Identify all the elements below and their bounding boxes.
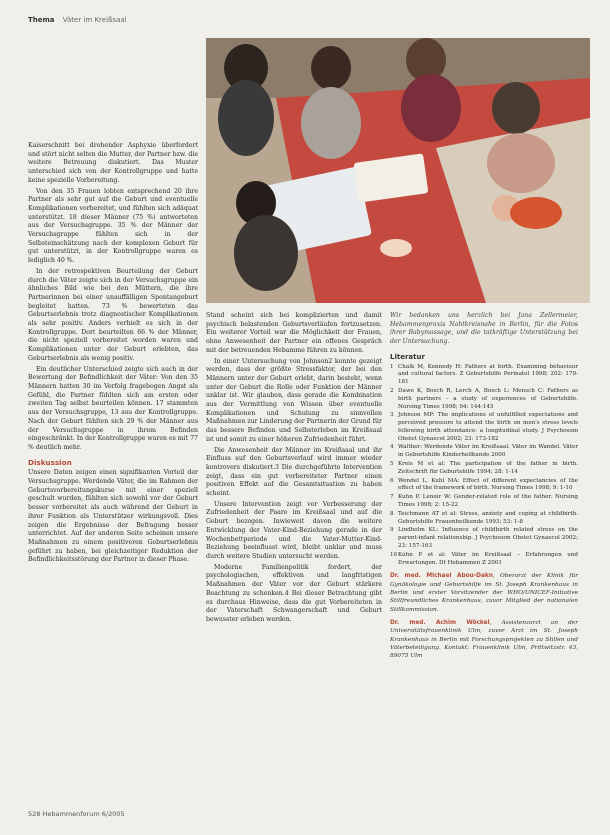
reference-number: 2 xyxy=(390,387,394,394)
paragraph: Moderne Familienpolitik fordert, der psychologischen, effektiven und langfristigen Maßnahmen der Väter vor der Geburt stärkere Beachtung zu schenken.4 Bei dieser Betrachtung gibt es durchaus Hinweise, dass die gut Vorbereiteten in der Vaterschaft Schwangerschaft und Geburt bewusster erleben werden. xyxy=(206,563,382,623)
reference-number: 7 xyxy=(390,494,394,501)
paragraph: Kaiserschnitt bei drohender Asphyxie überfordert und stört nicht selten die Mutter, der Partner bzw. die weitere Betreuung diskutiert. Das Muster unterschied sich von der Kontrollgruppe und hatte keine spezielle Vorbereitung. xyxy=(28,142,198,184)
reference-number: 6 xyxy=(390,477,394,484)
reference-number: 5 xyxy=(390,461,394,468)
issue-number: 6/2005 xyxy=(101,810,125,818)
paragraph: Stand scheint sich bei komplizierten und damit psychisch belastenden Geburtsverläufen fortzusetzen. Ein weiterer Vorteil war die Möglichkeit der Frauen, ohne Anwesenheit der Partner ein offenes Gespräch mit der betreuenden Hebamme führen zu können. xyxy=(206,312,382,354)
reference-number: 3 xyxy=(390,412,394,419)
author-description: Assistenzarzt an der Universitätsfrauenklinik Ulm, zuvor Arzt im St. Joseph Krankenhaus in Berlin mit Forschungsprojekten zu Stillen und Väterbeteiligung. Kontakt: Frauenklinik Ulm, Prittwitzstr. 43, 89075 Ulm xyxy=(390,619,578,660)
paragraph: Unsere Daten zeigen einen signifikanten Vorteil der Versuchsgruppe. Werdende Väter, die im Rahmen der Geburtsvorbereitungskurse mit einer speziell geschult wurden, fühlten sich sowohl vor der Geburt besser vorbereitet als auch während der Geburt in ihrer Funktion als Unterstützer wirkungsvoll. Dies zeigen die Ergebnisse der Befragung besser unterrichtet. Auf der anderen Seite scheinen unsere Maßnahmen zu einem positiveren Geburtserlebnis geführt zu haben, bei gleichzeitiger Reduktion der Befindlichkeitsstörung der Partner in dieser Phase. xyxy=(28,469,198,564)
reference-text: Chalk M, Kennedy H: Fathers at birth. Examining behaviour and cultural factors. Z Geburtshilfe Perinatol 1998; 202: 179-181 xyxy=(398,363,578,386)
reference-text: Wendel L, Kuhl MA: Effect of different expectancies of the effect of the framework of birth. Nursing Times 1998; 9: 1-10 xyxy=(398,477,578,492)
reference-text: Walther: Werdende Väter im Kreißsaal. Väter im Wandel. Väter in Geburtshilfe Kinderheilkunde 2000 xyxy=(398,444,578,459)
author-bio-1: Dr. med. Michael Abou-Dakn, Oberarzt der Klinik für Gynäkologie und Geburtshilfe im St. Joseph Krankenhaus in Berlin und erster Vorsitzender der WHO/UNICEF-Initiative Stillfreundliches Krankenhaus, zuvor Mitglied der nationalen Stillkommission. xyxy=(390,573,578,613)
reference-item xyxy=(390,494,578,510)
reference-number: 4 xyxy=(390,444,394,451)
paragraph: Die Anwesenheit der Männer im Kreißsaal und ihr Einfluss auf den Geburtsverlauf wird immer wieder kontrovers diskutiert.3 Die durchgeführte Intervention zeigt, dass ein gut vorbereiteter Partner einen positiven Effekt auf die Gesamtsituation zu haben scheint. xyxy=(206,446,382,498)
reference-number: 8 xyxy=(390,510,394,517)
reference-text: Kuhn P, Lenoir W: Gender-related role of the father. Nursing Times 1998; 2: 15-22 xyxy=(398,494,578,509)
page-number: 528 xyxy=(28,810,41,818)
reference-item xyxy=(390,364,578,387)
reference-text: Johnson MP: The implications of unfulfilled expectations and perceived pressure to attend the birth on men's stress levels following birth attendance: a longitudinal study. J Psychosom Obstet Gynaecol 2002; 23: 173-182 xyxy=(398,412,578,442)
reference-item xyxy=(390,461,578,477)
section-label: Thema xyxy=(28,16,55,24)
page-footer xyxy=(28,810,125,818)
author-name: Dr. med. Achim Wöckel xyxy=(390,619,490,626)
running-header xyxy=(28,16,127,24)
reference-text: Dawe K, Bosch R, Lerch A, Bosch L: Mensch C: Fathers as birth partners – a study of experiences of Geburtshilfe. Nursing Times 1998; 94: 144-145 xyxy=(398,387,578,410)
paragraph: Unsere Intervention zeigt vor Verbesserung der Zufriedenheit der Paare im Kreißsaal und auf die Geburt bezogen. Inwieweit davon die weitere Entwicklung der Vater-Kind-Beziehung gerade in der Wochenbettperiode und die Vater-Mutter-Kind-Beziehung beeinflusst wird, bleibt unklar und muss durch weitere Studien untersucht werden. xyxy=(206,500,382,560)
photo-illustration xyxy=(206,38,590,303)
section-heading-discussion: Diskussion xyxy=(28,457,72,467)
author-name: Dr. med. Michael Abou-Dakn xyxy=(390,573,493,580)
column-2 xyxy=(206,312,382,627)
author-bio-2: Dr. med. Achim Wöckel, Assistenzarzt an der Universitätsfrauenklinik Ulm, zuvor Arzt im St. Joseph Krankenhaus in Berlin mit Forschungsprojekten zu Stillen und Väterbeteiligung. Kontakt: Frauenklinik Ulm, Prittwitzstr. 43, 89075 Ulm xyxy=(390,619,578,660)
article-photo xyxy=(206,38,590,303)
paragraph: Ein deutlicher Unterschied zeigte sich auch in der Bewertung der Befindlichkeit der Väter: Von den 35 Männern hatten 30 im Verfolg fragebogen Angst als Gefühl, die Partner fühlten sich am ersten oder zweiten Tag selbst beurteilen können. 17 stammten aus der Versuchsgruppe, 13 aus der Kontrollgruppe. Nach der Geburt fühlten sich 29 % der Männer aus der Versuchsgruppe in ihrem Befinden eingeschränkt. In der Kontrollgruppe waren es mit 77 % deutlich mehr. xyxy=(28,365,198,451)
reference-text: Teichmann AT et al: Stress, anxiety and coping at childbirth. Geburtshilfe Frauenheilkunde 1993; 53: 1-8 xyxy=(398,510,578,525)
reference-item xyxy=(390,478,578,494)
paragraph: In einer Untersuchung von Johnson2 konnte gezeigt werden, dass der größte Stressfaktor, der bei den Männern unter der Geburt erlebt, darin besteht, wenn unter der Geburt die Rolle oder Funktion der Männer unklar ist. Wir glauben, dass gerade die Kombination aus der Vermittlung von Wissen über eventuelle Komplikationen und Schulung zu sinnvollen Maßnahmen zur Linderung der Partnerin der Grund für das bessere Befinden und Selbsterleben im Kreißsaal ist und somit zu einer höheren Zufriedenheit führt. xyxy=(206,357,382,443)
column-3 xyxy=(390,312,578,660)
reference-text: Kuhn P et al: Väter im Kreißsaal – Erfahrungen und Erwartungen. Dt Hebammen Z 2001 xyxy=(398,551,578,566)
reference-item xyxy=(390,511,578,527)
references-list xyxy=(390,364,578,568)
reference-item xyxy=(390,412,578,443)
reference-item xyxy=(390,444,578,460)
author-description: Oberarzt der Klinik für Gynäkologie und Geburtshilfe im St. Joseph Krankenhaus in Berlin und erster Vorsitzender der WHO/UNICEF-Initiative Stillfreundliches Krankenhaus, zuvor Mitglied der nationalen Stillkommission. xyxy=(390,573,578,613)
reference-number: 9 xyxy=(390,527,394,534)
reference-text: Lindholm KL: Influence of childbirth related stress on the parent-infant relationship. J Psychosom Obstet Gynaecol 2002; 23: 157-163 xyxy=(398,527,578,550)
reference-text: Kreis M et al: The participation of the father in birth. Zeitschrift für Geburtshilfe 1994; 28: 1-14 xyxy=(398,461,578,475)
reference-number: 1 xyxy=(390,363,394,370)
paragraph: In der retrospektiven Beurteilung der Geburt durch die Väter zeigte sich in der Versuchsgruppe ein ähnliches Bild wie bei den Müttern, die ihre Partnerinnen bei einer unauffälligen Spontangeburt begleitet hatten. 73 % bewerteten das Geburtserlebnis trotz diagnostischer Komplikationen als sehr positiv. Anders verhielt es sich in der Kontrollgruppe. Dort beurteilten 66 % der Männer, die nicht speziell vorbereitet worden waren und Komplikationen unter der Geburt erlebten, das Geburtserlebnis als wenig positiv. xyxy=(28,267,198,362)
paragraph: Von den 35 Frauen lobten entsprechend 20 ihre Partner als sehr gut auf die Geburt und eventuelle Komplikationen vorbereitet, und fühlten sich adäquat unterstützt. 18 dieser Männer (75 %) antworteten aus der Versuchsgruppe. 35 % der Männer der Versuchsgruppe fühlten sich in der Selbsteinschätzung nach der komplexen Geburt für gut unterstützt, in der Kontrollgruppe waren es lediglich 40 %. xyxy=(28,187,198,265)
references-heading: Literatur xyxy=(390,352,425,361)
topic-label: Väter im Kreißsaal xyxy=(62,16,127,24)
reference-item xyxy=(390,552,578,568)
acknowledgement: Wir bedanken uns herzlich bei Jana Zellermeier, Hebammenpraxis Nahtkreisnahe in Berlin, für die Fotos ihrer Babymassage, und die tatkräftige Unterstützung bei der Untersuchung. xyxy=(390,312,578,346)
reference-item xyxy=(390,388,578,411)
column-1 xyxy=(28,142,198,567)
reference-item xyxy=(390,527,578,550)
journal-name: Hebammenforum xyxy=(42,810,100,818)
reference-number: 10 xyxy=(390,551,398,558)
